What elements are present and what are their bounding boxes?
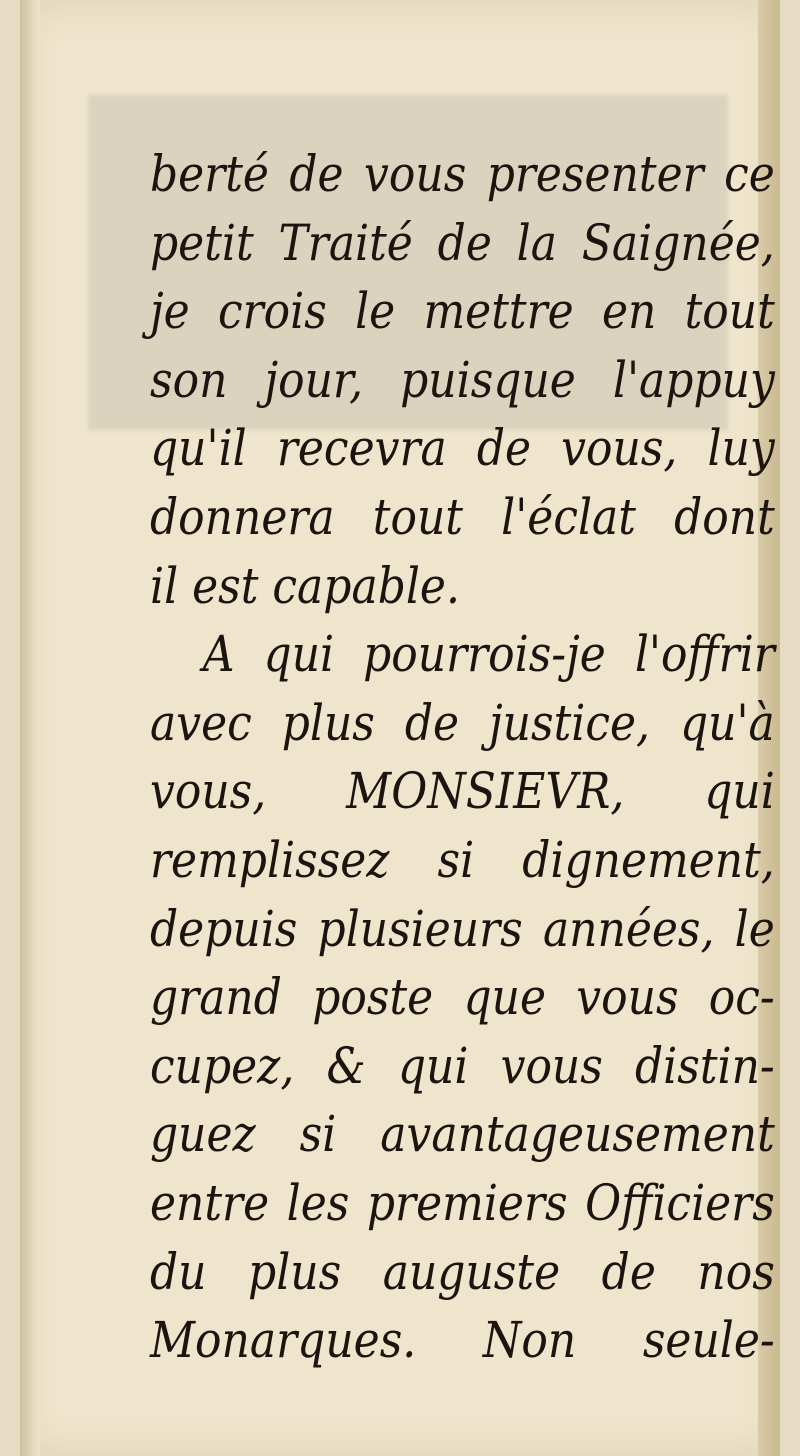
text-line-3: je crois le mettre en tout <box>150 282 775 341</box>
text-line-7: il est capable. <box>150 556 460 615</box>
text-line-4: son jour, puisque l'appuy <box>150 350 775 409</box>
body-text <box>150 140 775 1375</box>
text-line-10: vous, MONSIEVR, qui <box>150 762 775 821</box>
book-page <box>20 0 780 1456</box>
text-line-17: du plus auguste de nos <box>150 1242 775 1301</box>
text-line-1: berté de vous presenter ce <box>150 145 775 203</box>
text-line-13: grand poste que vous oc- <box>150 968 775 1027</box>
text-line-6: donnera tout l'éclat dont <box>150 487 775 546</box>
text-line-12: depuis plusieurs années, le <box>150 899 775 958</box>
text-line-18: Monarques. Non seule- <box>150 1311 775 1370</box>
text-line-5: qu'il recevra de vous, luy <box>150 419 775 478</box>
text-line-15: guez si avantageusement <box>150 1105 775 1164</box>
text-line-9: avec plus de justice, qu'à <box>150 693 775 752</box>
text-line-14: cupez, & qui vous distin- <box>150 1036 775 1095</box>
text-line-16: entre les premiers Officiers <box>150 1173 775 1232</box>
text-line-2: petit Traité de la Saignée, <box>150 213 775 272</box>
text-line-8: A qui pourrois-je l'offrir <box>202 625 775 684</box>
text-line-11: remplissez si dignement, <box>150 830 775 889</box>
